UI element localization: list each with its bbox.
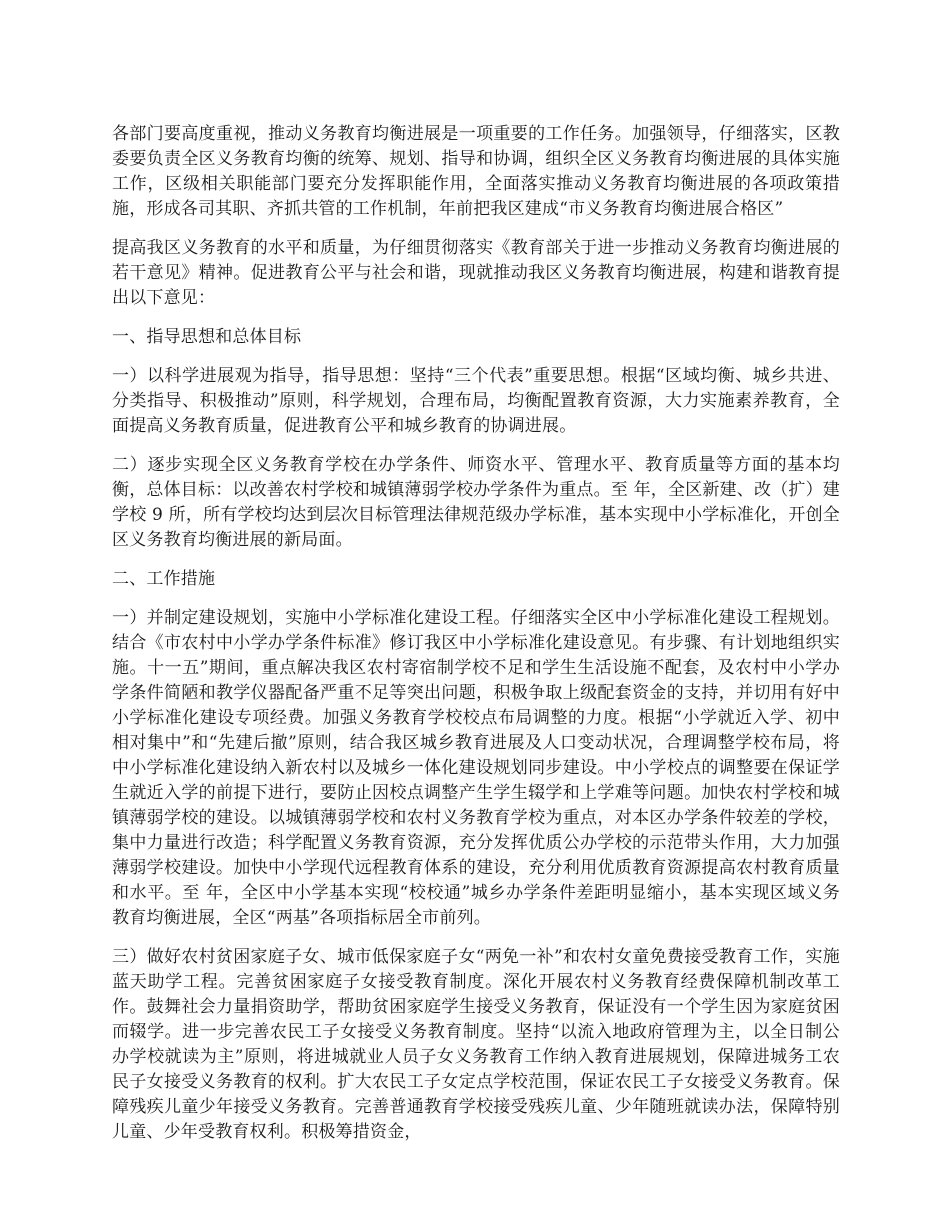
paragraph-poor-family-support: 三）做好农村贫困家庭子女、城市低保家庭子女“两免一补”和农村女童免费接受教育工作，实施蓝天助学工程。完善贫困家庭子女接受教育制度。深化开展农村义务教育经费保障机制改革工作。鼓舞社会力量捐资助学，帮助贫困家庭学生接受义务教育，保证没有一个学生因为家庭贫困而辍学。进一步完善农民工子女接受义务教育制度。坚持“以流入地政府管理为主，以全日制公办学校就读为主”原则，将进城就业人员子女义务教育工作纳入教育进展规划，保障进城务工农民子女接受义务教育的权利。扩大农民工子女定点学校范围，保证农民工子女接受义务教育。保障残疾儿童少年接受义务教育。完善普通教育学校接受残疾儿童、少年随班就读办法，保障特别儿童、少年受教育权利。积极筹措资金，: [112, 947, 840, 1142]
section-heading-work-measures: 二、工作措施: [112, 569, 216, 589]
paragraph-standardization-project: 一）并制定建设规划，实施中小学标准化建设工程。仔细落实全区中小学标准化建设工程规划。结合《市农村中小学办学条件标准》修订我区中小学标准化建设意见。有步骤、有计划地组织实施。十一五”期间，重点解决我区农村寄宿制学校不足和学生生活设施不配套，及农村中小学办学条件简陋和教学仪器配备严重不足等突出问题，积极争取上级配套资金的支持，并切用有好中小学标准化建设专项经费。加强义务教育学校校点布局调整的力度。根据“小学就近入学、初中相对集中”和“先建后撤”原则，结合我区城乡教育进展及人口变动状况，合理调整学校布局，将中小学标准化建设纳入新农村以及城乡一体化建设规划同步建设。中小学校点的调整要在保证学生就近入学的前提下进行，要防止因校点调整产生学生辍学和上学难等问题。加快农村学校和城镇薄弱学校的建设。以城镇薄弱学校和农村义务教育学校为重点，对本区办学条件较差的学校，集中力量进行改造；科学配置义务教育资源，充分发挥优质公办学校的示范带头作用，大力加强薄弱学校建设。加快中小学现代远程教育体系的建设，充分利用优质教育资源提高农村教育质量和水平。至 年，全区中小学基本实现“校校通”城乡办学条件差距明显缩小，基本实现区域义务教育均衡进展，全区“两基”各项指标居全市前列。: [112, 608, 840, 928]
section-heading-guiding-ideology: 一、指导思想和总体目标: [112, 327, 302, 347]
document-body: [112, 122, 840, 1159]
paragraph-purpose: 提高我区义务教育的水平和质量，为仔细贯彻落实《教育部关于进一步推动义务教育均衡进展的若干意见》精神。促进教育公平与社会和谐，现就推动我区义务教育均衡进展，构建和谐教育提出以下意见：: [112, 238, 840, 308]
paragraph-overall-goal: 二）逐步实现全区义务教育学校在办学条件、师资水平、管理水平、教育质量等方面的基本均衡，总体目标：以改善农村学校和城镇薄弱学校办学条件为重点。至 年，全区新建、改（扩）建学校 9 所，所有学校均达到层次目标管理法律规范级办学标准，基本实现中小学标准化，开创全区义务教育均衡进展的新局面。: [112, 455, 841, 550]
paragraph-guiding-principle: 一）以科学进展观为指导，指导思想：坚持“三个代表”重要思想。根据“区域均衡、城乡共进、分类指导、积极推动”原则，科学规划，合理布局，均衡配置教育资源，大力实施素养教育，全面提高义务教育质量，促进教育公平和城乡教育的协调进展。: [112, 366, 840, 436]
paragraph-intro-leadership: 各部门要高度重视，推动义务教育均衡进展是一项重要的工作任务。加强领导，仔细落实，区教委要负责全区义务教育均衡的统筹、规划、指导和协调，组织全区义务教育均衡进展的具体实施工作，区级相关职能部门要充分发挥职能作用，全面落实推动义务教育均衡进展的各项政策措施，形成各司其职、齐抓共管的工作机制，年前把我区建成“市义务教育均衡进展合格区”: [112, 124, 840, 219]
